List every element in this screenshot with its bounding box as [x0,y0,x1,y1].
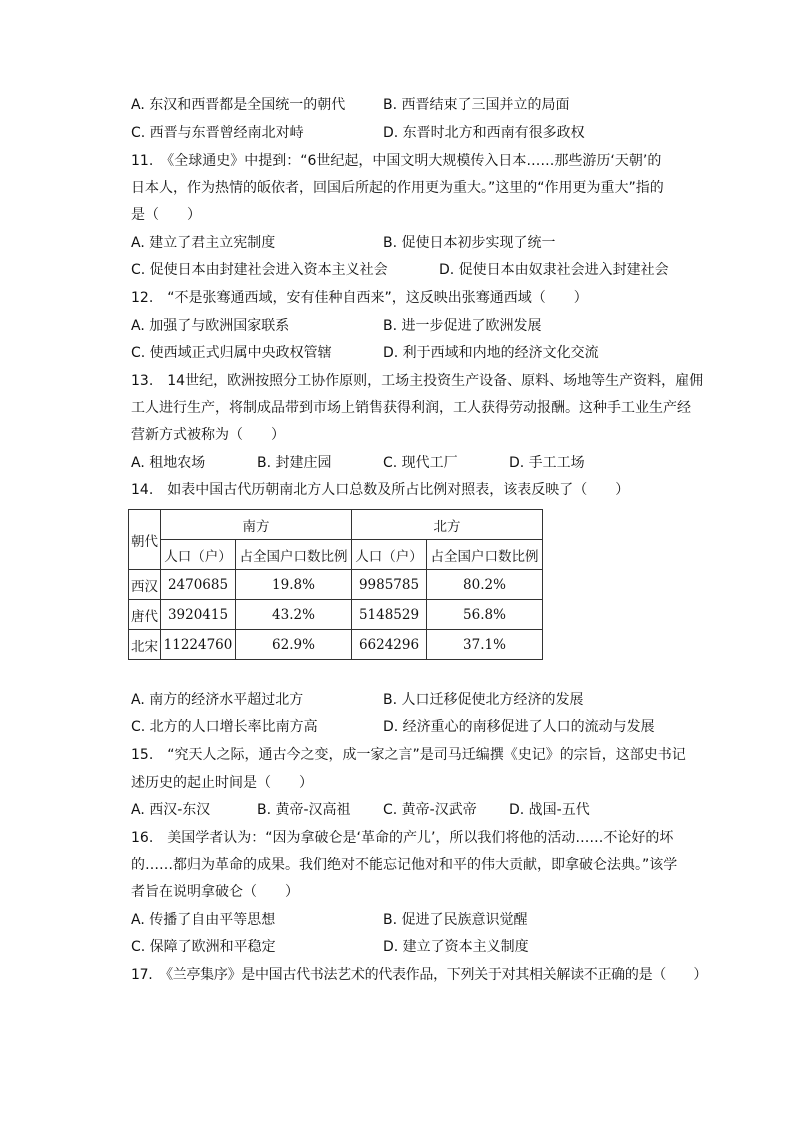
q10-option-d: D. 东晋时北方和西南有很多政权 [383,125,585,141]
dynasty-header: 朝代 [129,510,161,570]
q14-option-b: B. 人口迁移促使北方经济的发展 [383,692,584,708]
q15-option-b: B. 黄帝-汉高祖 [257,802,351,818]
south-pop-cell: 3920415 [161,600,236,630]
population-table [128,509,543,660]
q16-stem-line: 16. 美国学者认为：“因为拿破仑是‘革命的产儿’，所以我们将他的活动……不论好的坏 [131,830,674,846]
q10-option-a: A. 东汉和西晋都是全国统一的朝代 [131,97,346,113]
q15-option-a: A. 西汉-东汉 [131,802,211,818]
q15-option-c: C. 黄帝-汉武帝 [383,802,477,818]
q17-stem-line: 17. 《兰亭集序》是中国古代书法艺术的代表作品，下列关于对其相关解读不正确的是（ ） [131,967,708,983]
dynasty-cell: 北宋 [129,630,161,660]
q14-option-a: A. 南方的经济水平超过北方 [131,692,304,708]
dynasty-cell: 西汉 [129,570,161,600]
q15-stem-line: 述历史的起止时间是（ ） [131,775,313,791]
q14-option-d: D. 经济重心的南移促进了人口的流动与发展 [383,719,655,735]
q10-option-b: B. 西晋结束了三国并立的局面 [383,97,570,113]
south-ratio-header: 占全国户口数比例 [236,540,352,570]
q10-option-c: C. 西晋与东晋曾经南北对峙 [131,125,304,141]
q14-option-c: C. 北方的人口增长率比南方高 [131,719,318,735]
q13-option-c: C. 现代工厂 [383,455,458,471]
north-ratio-cell: 80.2% [427,570,543,600]
q11-stem-line: 是（ ） [131,207,201,223]
south-pop-header: 人口（户） [161,540,236,570]
south-ratio-cell: 19.8% [236,570,352,600]
q12-stem-line: 12. “不是张骞通西域，安有佳种自西来”，这反映出张骞通西域（ ） [131,290,588,306]
q12-option-d: D. 利于西域和内地的经济文化交流 [383,345,599,361]
north-ratio-header: 占全国户口数比例 [427,540,543,570]
q14-stem-line: 14. 如表中国古代历朝南北方人口总数及所占比例对照表，该表反映了（ ） [131,482,630,498]
north-pop-cell: 6624296 [352,630,427,660]
q13-stem-line: 营新方式被称为（ ） [131,427,285,443]
q13-stem-line: 13. 14世纪，欧洲按照分工协作原则，工场主投资生产设备、原料、场地等生产资料，雇佣 [131,373,704,389]
north-ratio-cell: 37.1% [427,630,543,660]
q11-stem-line: 日本人，作为热情的皈依者，回国后所起的作用更为重大。”这里的“作用更为重大”指的 [131,180,664,196]
q11-option-d: D. 促使日本由奴隶社会进入封建社会 [439,262,669,278]
north-header: 北方 [352,510,543,540]
q16-option-c: C. 保障了欧洲和平稳定 [131,939,276,955]
north-pop-cell: 5148529 [352,600,427,630]
south-pop-cell: 11224760 [161,630,236,660]
q13-option-b: B. 封建庄园 [257,455,332,471]
q13-option-a: A. 租地农场 [131,455,206,471]
q13-stem-line: 工人进行生产，将制成品带到市场上销售获得利润，工人获得劳动报酬。这种手工业生产经 [131,400,691,416]
north-pop-cell: 9985785 [352,570,427,600]
north-pop-header: 人口（户） [352,540,427,570]
south-header: 南方 [161,510,352,540]
q16-option-a: A. 传播了自由平等思想 [131,912,276,928]
q11-stem-line: 11. 《全球通史》中提到：“6世纪起，中国文明大规模传入日本……那些游历‘天朝’的 [131,153,662,169]
south-ratio-cell: 62.9% [236,630,352,660]
q13-option-d: D. 手工工场 [509,455,585,471]
south-ratio-cell: 43.2% [236,600,352,630]
q16-stem-line: 者旨在说明拿破仑（ ） [131,884,299,900]
q16-option-b: B. 促进了民族意识觉醒 [383,912,528,928]
q15-stem-line: 15. “究天人之际，通古今之变，成一家之言”是司马迁编撰《史记》的宗旨，这部史书记 [131,747,686,763]
table-row [129,570,543,600]
north-ratio-cell: 56.8% [427,600,543,630]
q15-option-d: D. 战国-五代 [509,802,590,818]
q12-option-a: A. 加强了与欧洲国家联系 [131,318,290,334]
south-pop-cell: 2470685 [161,570,236,600]
q12-option-c: C. 使西域正式归属中央政权管辖 [131,345,332,361]
q16-option-d: D. 建立了资本主义制度 [383,939,529,955]
q11-option-b: B. 促使日本初步实现了统一 [383,235,556,251]
q11-option-a: A. 建立了君主立宪制度 [131,235,276,251]
table-row [129,630,543,660]
q11-option-c: C. 促使日本由封建社会进入资本主义社会 [131,262,388,278]
table-row [129,600,543,630]
dynasty-cell: 唐代 [129,600,161,630]
q12-option-b: B. 进一步促进了欧洲发展 [383,318,542,334]
q16-stem-line: 的……都归为革命的成果。我们绝对不能忘记他对和平的伟大贡献，即拿破仑法典。”该学 [131,857,678,873]
